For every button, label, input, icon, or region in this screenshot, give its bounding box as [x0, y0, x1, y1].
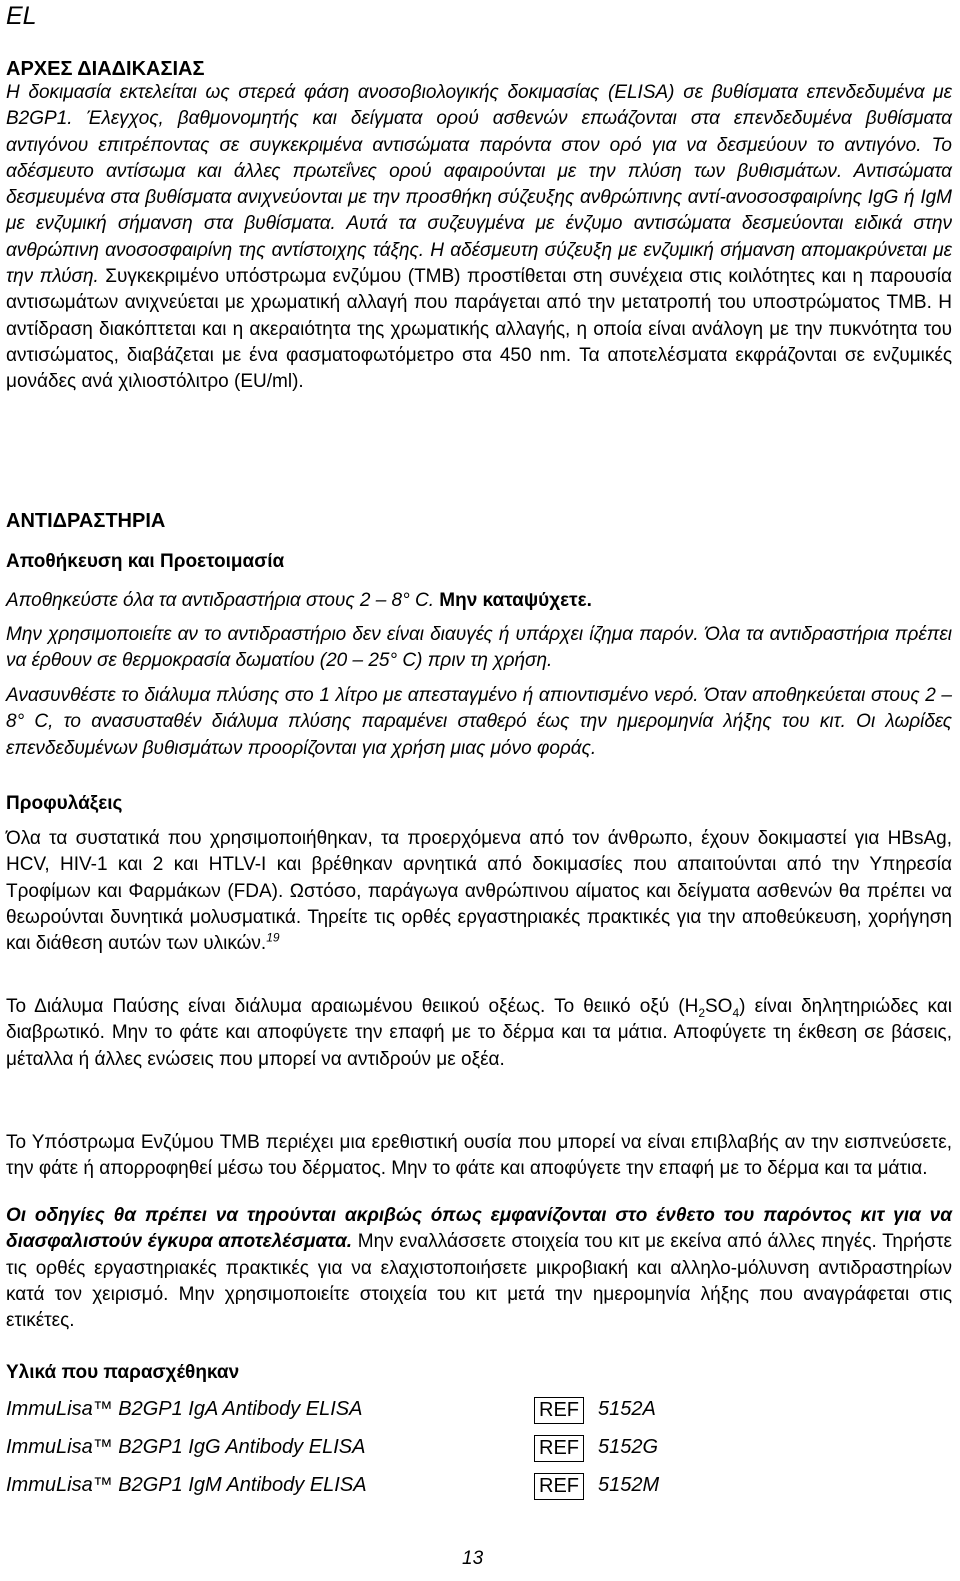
- procedure-normal-text: Συγκεκριμένο υπόστρωμα ενζύμου (TMB) προστίθεται στη συνέχεια στις κοιλότητες και η παρουσία αντισωμάτων ανιχνεύεται με χρωματική αλλαγή που παράγεται από την μετατροπή του υποστρώματος TMB. Η αντίδραση διακόπτεται και η ακεραιότητα της χρωματικής αλλαγής, η οποία είναι ανάλογη με την πυκνότητα του αντισώματος, διαβάζεται με ένα φασματοφωτόμετρο στα 450 nm. Τα αποτελέσματα εκφράζονται σε ενζυμικές μονάδες ανά χιλιοστόλιτρο (EU/ml).: [6, 266, 952, 393]
- precautions-paragraph-3: Το Υπόστρωμα Ενζύμου TMB περιέχει μια ερεθιστική ουσία που μπορεί να είναι επιβλαβής αν την εισπνεύσετε, την φάτε ή απορροφηθεί μέσω του δέρματος. Μην το φάτε και αποφύγετε την επαφή με το δέρμα και τα μάτια.: [6, 1132, 952, 1180]
- precautions-paragraph-1: [6, 826, 952, 957]
- product-row: [6, 1436, 952, 1466]
- reagents-title: ΑΝΤΙΔΡΑΣΤΗΡΙΑ: [6, 510, 166, 532]
- product-name: ImmuLisa™ B2GP1 IgG Antibody ELISA: [6, 1436, 366, 1458]
- precautions-paragraph-2: [6, 994, 952, 1073]
- storage-p1-italic: Αποθηκεύστε όλα τα αντιδραστήρια στους 2 – 8° C.: [6, 590, 434, 611]
- materials-heading: Υλικά που παρασχέθηκαν: [6, 1362, 240, 1383]
- ref-symbol: REF: [534, 1397, 584, 1424]
- formula-so: SO: [705, 996, 733, 1017]
- product-code: 5152M: [598, 1474, 660, 1496]
- instructions-normal-text: Μην εναλλάσσετε στοιχεία του κιτ με εκείνα από άλλες πηγές. Τηρήστε τις ορθές εργαστηριακές πρακτικές για να ελαχιστοποιήσετε μικροβιακή και αλληλο-μόλυνση αντιδραστηρίων κατά τον χειρισμό. Μην χρησιμοποιείτε στοιχεία του κιτ μετά την ημερομηνία λήξης που αναγράφεται στις ετικέτες.: [6, 1231, 953, 1332]
- ref-symbol: REF: [534, 1473, 584, 1500]
- storage-paragraph-3: Ανασυνθέστε το διάλυμα πλύσης στο 1 λίτρο με απεσταγμένο ή απιοντισμένο νερό. Όταν αποθηκεύεται στους 2 – 8° C, το ανασυσταθέν διάλυμα πλύσης παραμένει σταθερό έως την ημερομηνία λήξης του κιτ. Οι λωρίδες επενδεδυμένων βυθισμάτων προορίζονται για χρήση μιας μόνο φοράς.: [6, 685, 952, 759]
- product-row: [6, 1474, 952, 1504]
- storage-p1-bold: Μην καταψύχετε.: [434, 590, 592, 611]
- procedure-italic-text: Η δοκιμασία εκτελείται ως στερεά φάση ανοσοβιολογικής δοκιμασίας (ELISA) σε βυθίσματα επενδεδυμένα με B2GP1. Έλεγχος, βαθμονομητής και δείγματα ορού ασθενών επωάζονται στα επενδεδυμένα βυθίσματα αντιγόνου επιτρέποντας σε συγκεκριμένα αντισώματα παρόντα στον ορό για να δεσμεύουν το αντιγόνο. Το αδέσμευτο αντίσωμα και άλλες πρωτεΐνες ορού αφαιρούνται με την πλύση των βυθισμάτων. Αντισώματα δεσμευμένα στα βυθίσματα ανιχνεύονται με την προσθήκη σύζευξης ανθρώπινης αντί-ανοσοσφαιρίνης IgG ή IgM με ενζυμική σήμανση στα βυθίσματα. Αυτά τα συζευγμένα με ένζυμο αντισώματα δεσμεύονται ειδικά στην ανθρώπινη ανοσοσφαιρίνη της αντίστοιχης τάξης. Η αδέσμευτη σύζευξη με ενζυμική σήμανση απομακρύνεται με την πλύση.: [6, 82, 952, 288]
- product-code: 5152G: [598, 1436, 659, 1458]
- subscript-2: 2: [698, 1005, 705, 1020]
- language-code: EL: [6, 2, 37, 30]
- procedure-title: ΑΡΧΕΣ ΔΙΑΔΙΚΑΣΙΑΣ: [6, 58, 205, 80]
- product-code: 5152A: [598, 1398, 656, 1420]
- instructions-bold-text: Οι οδηγίες θα πρέπει να τηρούνται ακριβώς όπως εμφανίζονται στο ένθετο του παρόντος κιτ για να διασφαλιστούν έγκυρα αποτελέσματα.: [6, 1205, 952, 1253]
- product-row: [6, 1398, 952, 1428]
- product-name: ImmuLisa™ B2GP1 IgA Antibody ELISA: [6, 1398, 363, 1420]
- precautions-heading: Προφυλάξεις: [6, 793, 123, 814]
- procedure-paragraph: [6, 80, 952, 396]
- stop-solution-text-start: Το Διάλυμα Παύσης είναι διάλυμα αραιωμένου θειικού οξέως. Το θειικό οξύ (H: [6, 996, 699, 1017]
- page-number: 13: [462, 1548, 484, 1569]
- ref-symbol: REF: [534, 1435, 584, 1462]
- reference-superscript: 19: [266, 930, 280, 945]
- storage-paragraph-1: [6, 588, 952, 614]
- subscript-4: 4: [732, 1005, 740, 1020]
- precautions-paragraph-4: [6, 1203, 952, 1334]
- storage-paragraph-2: Μην χρησιμοποιείτε αν το αντιδραστήριο δεν είναι διαυγές ή υπάρχει ίζημα παρόν. Όλα τα αντιδραστήρια πρέπει να έρθουν σε θερμοκρασία δωματίου (20 – 25° C) πριν τη χρήση.: [6, 624, 952, 672]
- precautions-p1-text: Όλα τα συστατικά που χρησιμοποιήθηκαν, τα προερχόμενα από τον άνθρωπο, έχουν δοκιμαστεί για HBsAg, HCV, HIV-1 και 2 και HTLV-I και βρέθηκαν αρνητικά από δοκιμασίες που απαιτούνται από την Υπηρεσία Τροφίμων και Φαρμάκων (FDA). Ωστόσο, παράγωγα ανθρώπινου αίματος και δείγματα ασθενών θα πρέπει να θεωρούνται δυνητικά μολυσματικά. Τηρείτε τις ορθές εργαστηριακές πρακτικές για την αποθεύκευση, χορήγηση και διάθεση αυτών των υλικών.: [6, 828, 952, 955]
- storage-heading: Αποθήκευση και Προετοιμασία: [6, 551, 285, 572]
- stop-solution-text-end: ) είναι δηλητηριώδες και διαβρωτικό. Μην το φάτε και αποφύγετε την επαφή με το δέρμα και τα μάτια. Αποφύγετε τη έκθεση σε βάσεις, μέταλλα ή άλλες ενώσεις που μπορεί να αντιδρούν με οξέα.: [6, 996, 952, 1070]
- product-name: ImmuLisa™ B2GP1 IgM Antibody ELISA: [6, 1474, 367, 1496]
